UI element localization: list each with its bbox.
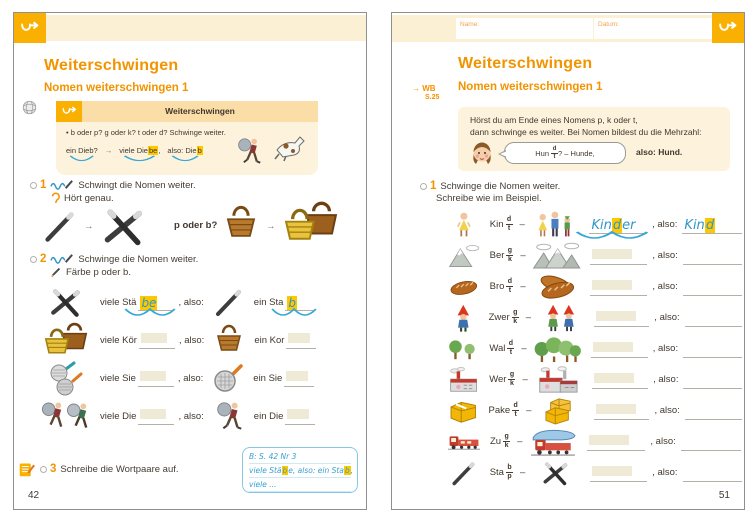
exercise-number: 3 (50, 463, 57, 475)
noun-swing-row (392, 457, 744, 488)
exercise-text: Schreibe die Wortpaare auf. (60, 463, 179, 475)
baskets-icon (40, 323, 92, 357)
answer-blank (140, 409, 166, 419)
thief-icon (236, 134, 262, 168)
child-icon (448, 211, 480, 239)
also-label: , also: (652, 281, 678, 292)
arrow-glyph: → (84, 221, 94, 232)
answer-text: , (158, 146, 161, 155)
word-pair-row (14, 321, 366, 359)
answer-text: viele ... (249, 480, 277, 489)
word-pair-row (14, 397, 366, 435)
dash-glyph: – (520, 250, 526, 261)
arrow-glyph: → (104, 146, 113, 155)
fill-in-slot (685, 402, 742, 420)
singular-label: ein Sie (253, 372, 283, 384)
also-label: , also: (654, 312, 680, 323)
letter-choice-stack (506, 217, 513, 232)
fill-in-slot (683, 371, 742, 389)
rule-box-title: Weiterschwingen (165, 106, 235, 116)
letter-bottom: t (508, 287, 512, 294)
fill-in-slot (592, 371, 649, 389)
info-text: Hörst du am Ende eines Nomens p, k oder t, (470, 115, 638, 125)
answer-blank (141, 333, 167, 343)
exercise-text: Schwinge die Nomen weiter. (440, 180, 561, 192)
answer-blank (592, 466, 632, 476)
packages-icon (538, 397, 584, 425)
letter-top: d (506, 216, 512, 223)
letter-choice-stack: d t (552, 145, 557, 160)
task-circle (40, 466, 47, 473)
answer-blank (286, 371, 308, 381)
factories-icon (535, 366, 582, 394)
word-stem: Zwer (488, 312, 510, 323)
package-icon (448, 397, 479, 425)
letter-choice-stack (512, 310, 519, 325)
answer-text: er (622, 217, 636, 233)
gnome-icon (448, 304, 479, 332)
noun-swing-row (392, 395, 744, 426)
exercise-text: Schreibe wie im Beispiel. (436, 193, 542, 204)
plural-label: viele Sie (100, 372, 136, 384)
letter-bottom: t (507, 225, 511, 232)
page-title: Weiterschwingen (458, 55, 593, 72)
word-stem: Wer (489, 374, 507, 385)
answer-blank (592, 249, 632, 259)
girl-face-icon (470, 140, 494, 166)
also-label: , also: (652, 343, 679, 354)
fill-in-slot (590, 247, 647, 265)
workbook-reference (412, 84, 439, 102)
thief-icon (210, 400, 248, 432)
letter-choice-stack (507, 341, 514, 356)
forest-icon (534, 335, 581, 363)
answer-text: viele Stä (249, 466, 282, 475)
exercise-1-heading (420, 180, 560, 192)
also-label: , also: (654, 405, 680, 416)
answer-blank (592, 280, 632, 290)
letter-bottom: k (510, 380, 514, 387)
letter-bottom: k (504, 442, 509, 449)
singular-label: ein Kor (254, 334, 285, 346)
letter-choice-stack (508, 372, 515, 387)
info-text: dann schwinge es weiter. Bei Nomen bildest du die Mehrzahl: (470, 127, 702, 137)
noun-swing-row (392, 240, 744, 271)
dog-icon (272, 131, 306, 163)
dash-glyph: – (520, 281, 526, 292)
fill-in-slot (587, 433, 645, 451)
exercise-text: Färbe p oder b. (66, 266, 131, 278)
baskets-icon (282, 202, 340, 244)
singular-label: ein Die (253, 410, 284, 422)
factory-icon (448, 366, 479, 394)
fill-in-slot (138, 407, 174, 425)
page-title: Weiterschwingen (44, 57, 179, 74)
mountains-icon (533, 242, 580, 270)
task-circle (420, 183, 427, 190)
thieves-icon (40, 399, 92, 433)
letter-top: g (507, 247, 513, 254)
right-page (391, 12, 745, 510)
basket-icon (210, 324, 248, 356)
answer-blank (140, 371, 166, 381)
exercise-1-subheading (436, 193, 542, 204)
letter-bottom: p (507, 473, 512, 480)
handwritten-answer (684, 217, 715, 233)
dash-glyph: – (526, 405, 532, 416)
word-stem: Wal (489, 343, 506, 354)
dash-glyph: – (522, 374, 528, 385)
letter-top: d (507, 278, 513, 285)
answer-text: be (148, 146, 158, 155)
name-label: Name: (460, 21, 480, 28)
fill-in-slot (284, 369, 314, 387)
also-label: , also: (653, 374, 679, 385)
also-label: , also: (177, 372, 204, 384)
also-label: , also: (178, 334, 205, 346)
breads-icon (533, 273, 580, 301)
letter-bottom: k (513, 318, 518, 325)
bubble-text: Hun (535, 148, 550, 158)
rule-box (56, 101, 318, 175)
info-also-text: also: Hund. (636, 147, 683, 157)
noun-swing-row (392, 209, 744, 240)
exercise-1-heading (30, 179, 196, 191)
fill-in-slot (683, 247, 742, 265)
exercise-1-subheading (50, 192, 114, 204)
fill-in-slot (285, 407, 315, 425)
squiggle-pencil-icon (50, 253, 74, 265)
page-subtitle: Nomen weiterschwingen 1 (458, 81, 603, 93)
rule-example (66, 146, 203, 155)
noun-swing-row (392, 271, 744, 302)
answer-blank (594, 373, 634, 383)
exercise-text: Schwingt die Nomen weiter. (78, 179, 196, 191)
fill-in-slot (683, 278, 742, 296)
exercise-number: 1 (40, 179, 47, 191)
swing-arrow-icon (712, 13, 744, 43)
letter-choice-stack (512, 403, 519, 418)
noun-swing-row (392, 333, 744, 364)
left-page (13, 12, 367, 510)
task-circle (30, 182, 37, 189)
letter-top: d (508, 340, 514, 347)
letter-top: g (509, 371, 515, 378)
sticks-crossed-icon (40, 285, 92, 319)
noun-swing-rows (392, 209, 744, 488)
word-stem: Sta (489, 467, 504, 478)
stick-icon (210, 286, 248, 318)
exercise-number: 1 (430, 180, 437, 192)
word-pair-rows (14, 283, 366, 435)
dash-glyph: – (519, 467, 526, 478)
letter-top: d (513, 402, 518, 409)
letter-top: g (513, 309, 518, 316)
letter-choice-stack (506, 279, 513, 294)
word-stem: Bro (489, 281, 505, 292)
dash-glyph: – (521, 343, 527, 354)
sticks-crossed-icon (102, 204, 146, 248)
prompt-text: p oder b? (174, 220, 218, 231)
fill-in-slot (139, 331, 175, 349)
answer-blank (596, 311, 636, 321)
gnomes-icon (538, 304, 584, 332)
example-word (119, 146, 160, 155)
page-number: 42 (28, 490, 40, 501)
wb-ref-page: S.25 (425, 94, 440, 101)
answer-text: Kin (684, 217, 705, 233)
datum-label: Datum: (598, 21, 619, 28)
children-icon (532, 211, 580, 239)
fill-in-slot (683, 340, 742, 358)
fill-in-slot (682, 216, 742, 234)
trains-icon (529, 428, 577, 456)
stick-icon (448, 459, 480, 487)
pencil-icon (50, 266, 62, 278)
letter-choice-stack (506, 465, 513, 480)
answer-text: b (197, 146, 202, 155)
notebook-line (249, 450, 351, 464)
answer-blank (589, 435, 629, 445)
bread-icon (448, 273, 480, 301)
fill-in-slot (138, 293, 174, 311)
letter-bottom: t (509, 349, 513, 356)
sieves-icon (40, 361, 92, 395)
dash-glyph: – (517, 436, 523, 447)
letter-top: b (507, 464, 512, 471)
answer-blank (593, 342, 633, 352)
answer-text: b? (89, 146, 98, 155)
fill-in-slot (138, 369, 174, 387)
plural-label: viele Stä (100, 296, 137, 308)
notebook-line (249, 478, 351, 492)
answer-text: b (282, 466, 288, 475)
plural-label: viele Die (100, 410, 137, 422)
fill-in-slot (590, 464, 647, 482)
datum-field (594, 18, 722, 39)
fill-in-slot (594, 309, 649, 327)
also-label: , also: (652, 219, 678, 230)
task-circle (30, 256, 37, 263)
name-field (456, 18, 593, 39)
word-stem: Kin (489, 219, 504, 230)
fill-in-slot (286, 331, 316, 349)
page-number: 51 (718, 490, 730, 501)
rule-box-header (56, 101, 318, 122)
notebook-pencil-icon (18, 461, 35, 478)
letter-choice-stack (503, 434, 510, 449)
answer-blank (596, 404, 636, 414)
exercise-3-heading (40, 463, 179, 475)
fill-in-slot (285, 293, 315, 311)
notebook-line (249, 464, 354, 478)
letter-top: g (504, 433, 509, 440)
swing-arrow-icon (14, 13, 46, 43)
fill-in-slot (591, 340, 648, 358)
dash-glyph: – (525, 312, 531, 323)
answer-text: Kin (591, 217, 612, 233)
fill-in-slot (683, 464, 742, 482)
answer-text: also: Die (167, 146, 197, 155)
also-label: , also: (650, 436, 676, 447)
fill-in-slot (685, 309, 742, 327)
header-bar (46, 15, 366, 41)
arrow-glyph: → (266, 221, 276, 232)
fill-in-slot (594, 402, 649, 420)
answer-text: b (344, 466, 350, 475)
fill-in-slot (589, 216, 647, 234)
word-stem: Ber (489, 250, 505, 261)
answer-text: b (288, 296, 296, 310)
fill-in-slot (590, 278, 647, 296)
letter-choice-stack (506, 248, 513, 263)
singular-label: ein Sta (253, 296, 284, 308)
speech-bubble (504, 142, 626, 164)
also-label: , also: (652, 250, 678, 261)
answer-text: be (141, 296, 157, 310)
squiggle-pencil-icon (50, 179, 74, 191)
answer-text: d (705, 217, 715, 233)
trees-icon (448, 335, 479, 363)
rule-text: • b oder p? g oder k? t oder d? Schwinge weiter. (66, 128, 226, 137)
exercise-2-heading (30, 253, 198, 265)
basket-icon (222, 204, 260, 244)
noun-swing-row (392, 426, 744, 457)
mountain-icon (448, 242, 480, 270)
exercise-text: Schwinge die Nomen weiter. (78, 253, 199, 265)
answer-text: , (350, 466, 354, 475)
sphere-icon (22, 100, 37, 115)
info-box (458, 107, 730, 171)
notebook-example-box (242, 447, 358, 493)
plural-label: viele Kör (100, 334, 137, 346)
wb-ref-arrow: → WB (412, 84, 436, 93)
exercise-2-subheading (50, 266, 131, 278)
example-word (66, 146, 98, 155)
answer-text: viele Die (119, 146, 148, 155)
bubble-text: ? – Hunde, (558, 148, 595, 158)
also-label: , also: (178, 296, 204, 308)
page-subtitle: Nomen weiterschwingen 1 (44, 82, 189, 94)
word-stem: Zu (490, 436, 502, 447)
sticks-crossed-icon (532, 459, 580, 487)
also-label: , also: (652, 467, 678, 478)
swing-arrow-icon (56, 101, 82, 122)
answer-text: B: S. 42 Nr 3 (249, 452, 297, 461)
noun-swing-row (392, 364, 744, 395)
stick-icon (42, 207, 78, 245)
word-pair-row (14, 359, 366, 397)
exercise-text: Hört genau. (64, 192, 114, 204)
train-icon (448, 428, 480, 456)
noun-swing-row (392, 302, 744, 333)
answer-text: ein Die (66, 146, 90, 155)
fill-in-slot (681, 433, 741, 451)
answer-blank (288, 333, 310, 343)
word-pair-row (14, 283, 366, 321)
answer-text: d (612, 217, 622, 233)
sieve-icon (209, 362, 247, 394)
letter-bottom: k (507, 256, 512, 263)
ear-icon (50, 192, 60, 204)
word-stem: Pake (488, 405, 511, 416)
dash-glyph: – (519, 219, 525, 230)
letter-bottom: t (514, 411, 517, 418)
exercise-number: 2 (40, 253, 47, 265)
example-word (167, 146, 202, 155)
answer-blank (287, 409, 309, 419)
also-label: , also: (178, 410, 204, 422)
answer-text: e, also: ein Sta (288, 466, 344, 475)
